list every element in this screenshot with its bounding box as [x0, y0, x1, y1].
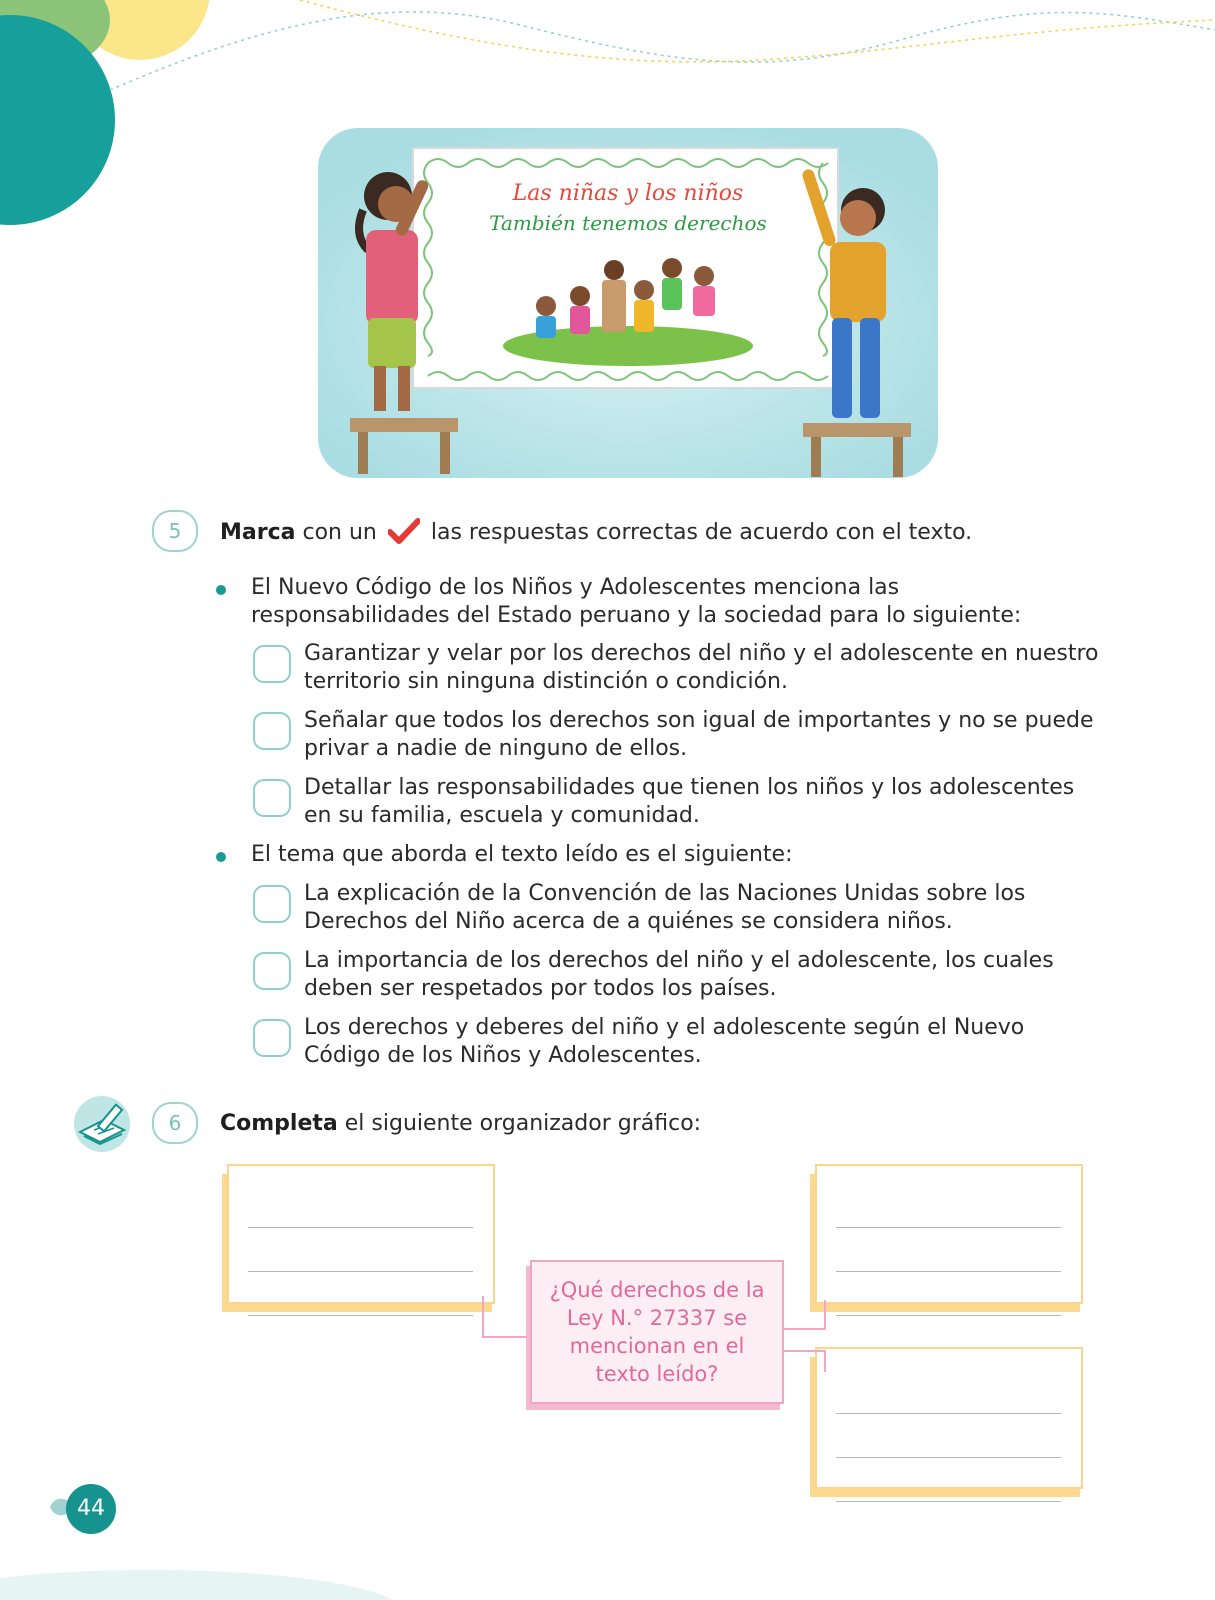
option-line: Los derechos y deberes del niño y el adolescente según el Nuevo	[304, 1015, 1025, 1040]
prompt-line: responsabilidades del Estado peruano y la sociedad para lo siguiente:	[251, 603, 1022, 628]
write-line	[836, 1457, 1061, 1458]
question-6-instruction-rest: el siguiente organizador gráfico:	[344, 1111, 702, 1136]
option-line: La explicación de la Convención de las Naciones Unidas sobre los	[304, 881, 1026, 906]
option-line: en su familia, escuela y comunidad.	[304, 803, 700, 828]
answer-option	[304, 707, 1104, 763]
answer-option	[304, 1014, 1104, 1070]
write-line	[836, 1413, 1061, 1414]
option-line: privar a nadie de ninguno de ellos.	[304, 736, 688, 761]
option-line: Señalar que todos los derechos son igual de importantes y no se puede	[304, 708, 1094, 733]
answer-checkbox[interactable]	[253, 952, 291, 990]
question-5-instruction-bold: Marca	[220, 520, 296, 545]
page-number: 44	[66, 1484, 116, 1534]
connector-line	[784, 1300, 826, 1330]
question-6-instruction	[220, 1110, 701, 1138]
answer-box-right-bottom[interactable]	[815, 1347, 1083, 1489]
option-line: territorio sin ninguna distinción o condición.	[304, 669, 788, 694]
write-line	[836, 1271, 1061, 1272]
write-line	[836, 1315, 1061, 1316]
answer-checkbox[interactable]	[253, 712, 291, 750]
answer-box-left[interactable]	[227, 1164, 495, 1304]
option-line: Derechos del Niño acerca de a quiénes se considera niños.	[304, 909, 953, 934]
question-5-instruction-pre: con un	[302, 520, 377, 545]
answer-checkbox[interactable]	[253, 885, 291, 923]
write-line	[836, 1501, 1061, 1502]
banner-title-line1: Las niñas y los niños	[512, 181, 744, 206]
write-line	[248, 1315, 473, 1316]
prompt-line: El Nuevo Código de los Niños y Adolescentes menciona las	[251, 575, 900, 600]
answer-option	[304, 947, 1104, 1003]
question-5-number: 5	[152, 510, 198, 552]
banner-title-line2: También tenemos derechos	[489, 211, 767, 235]
answer-checkbox[interactable]	[253, 645, 291, 683]
option-line: La importancia de los derechos del niño y el adolescente, los cuales	[304, 948, 1054, 973]
bullet-icon	[216, 585, 226, 595]
write-line	[248, 1271, 473, 1272]
answer-option	[304, 640, 1104, 696]
answer-box-right-top[interactable]	[815, 1164, 1083, 1304]
connector-line	[784, 1350, 826, 1372]
answer-checkbox[interactable]	[253, 1019, 291, 1057]
question-5-item-1-prompt	[251, 574, 1021, 630]
center-question-box: ¿Qué derechos de la Ley N.° 27337 se mencionan en el texto leído?	[530, 1260, 784, 1404]
question-5-instruction-post: las respuestas correctas de acuerdo con el texto.	[430, 520, 973, 545]
question-6-instruction-bold: Completa	[220, 1111, 338, 1136]
answer-checkbox[interactable]	[253, 779, 291, 817]
write-line	[248, 1227, 473, 1228]
option-line: Detallar las responsabilidades que tienen los niños y los adolescentes	[304, 775, 1075, 800]
question-5-item-2-prompt: El tema que aborda el texto leído es el siguiente:	[251, 842, 793, 867]
children-banner-illustration	[318, 118, 938, 488]
option-line: Garantizar y velar por los derechos del niño y el adolescente en nuestro	[304, 641, 1099, 666]
bullet-icon	[216, 852, 226, 862]
writing-book-icon	[70, 1092, 134, 1156]
answer-option	[304, 774, 1104, 830]
question-6-number: 6	[152, 1102, 198, 1144]
answer-option	[304, 880, 1104, 936]
question-5-instruction	[220, 518, 972, 547]
checkmark-icon	[388, 518, 420, 544]
bottom-decoration	[0, 1540, 400, 1600]
option-line: Código de los Niños y Adolescentes.	[304, 1043, 702, 1068]
option-line: deben ser respetados por todos los países.	[304, 976, 777, 1001]
write-line	[836, 1227, 1061, 1228]
connector-line	[482, 1296, 530, 1338]
